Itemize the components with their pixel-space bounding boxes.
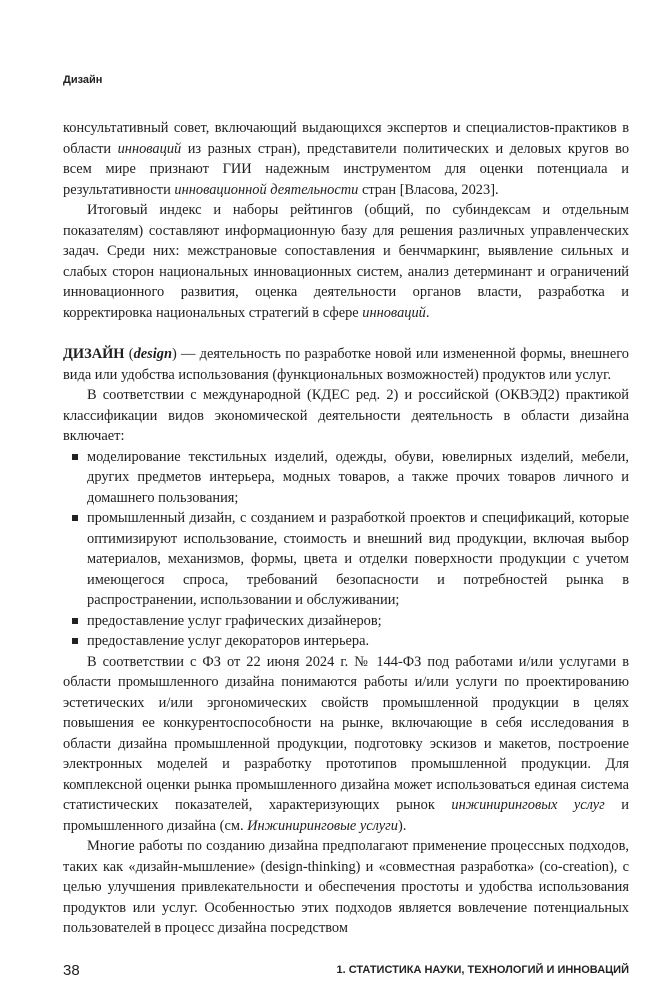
list-item: предоставление услуг декораторов интерьера.: [63, 631, 629, 652]
square-bullet-icon: [72, 618, 78, 624]
paragraph-design-definition: ДИЗАЙН (design) — деятельность по разработке новой или измененной формы, внешнего вида или удобства использования (функциональных возможностей) продуктов или услуг.: [63, 346, 629, 383]
list-item: моделирование текстильных изделий, одежды, обуви, ювелирных изделий, мебели, других предметов интерьера, модных товаров, а также прочих товаров личного и домашнего пользования;: [63, 447, 629, 509]
section-title: 1. СТАТИСТИКА НАУКИ, ТЕХНОЛОГИЙ И ИННОВАЦИЙ: [336, 964, 629, 976]
paragraph-federal-law: В соответствии с ФЗ от 22 июня 2024 г. № 144-ФЗ под работами и/или услугами в области промышленного дизайна понимаются работы и/или услуги по проектированию эстетических и/или эргономических свойств промышленной продукции в целях повышения ее конкурентоспособности на рынке, включающие в себя исследования в области дизайна промышленной продукции, подготовку эскизов и макетов, построение электронных моделей и разработку прототипов промышленной продукции. Для комплексной оценки рынка промышленного дизайна может использоваться единая система статистических показателей, характеризующих рынок инжиниринговых услуг и промышленного дизайна (см. Инжиниринговые услуги).: [63, 653, 629, 834]
list-item: предоставление услуг графических дизайнеров;: [63, 611, 629, 632]
design-activities-list: [63, 447, 629, 652]
list-item: промышленный дизайн, с созданием и разработкой проектов и спецификаций, которые оптимизируют использование, стоимость и внешний вид продукции, включая выбор материалов, механизмов, формы, цвета и отделки поверхности продукции с учетом имеющегося спроса, требований безопасности и потребностей рынка в распространении, использовании и обслуживании;: [63, 508, 629, 611]
term-link: инжиниринговых услуг: [451, 797, 605, 813]
term-link: Инжиниринговые услуги: [247, 817, 398, 834]
page-number: 38: [63, 962, 80, 979]
square-bullet-icon: [72, 638, 78, 644]
main-text: [63, 118, 629, 939]
paragraph-design-thinking: Многие работы по созданию дизайна предполагают применение процессных подходов, таких как «дизайн-мышление» (design-thinking) и «совместная разработка» (co-creation), с целью улучшения привлекательности и обеспечения простоты и удобства использования продуктов или услуг. Особенностью этих подходов является вовлечение потенциальных пользователей в процесс дизайна посредством: [63, 838, 629, 936]
entry-term-english: design: [133, 346, 172, 362]
term-link: инноваций: [117, 140, 182, 157]
paragraph-classification: В соответствии с международной (КДЕС ред. 2) и российской (ОКВЭД2) практикой классификации видов экономической деятельности деятельность в области дизайна включает:: [63, 387, 629, 444]
paragraph-index-summary: Итоговый индекс и наборы рейтингов (общий, по субиндексам и отдельным показателям) составляют информационную базу для решения различных управленческих задач. Среди них: межстрановые сопоставления и бенчмаркинг, выявление сильных и слабых сторон национальных инновационных систем, анализ детерминант и ограничений инновационного развития, оценка деятельности органов власти, разработка и корректировка национальных стратегий в сфере инноваций.: [63, 202, 629, 321]
term-link: инновационной деятельности: [174, 181, 359, 198]
square-bullet-icon: [72, 454, 78, 460]
entry-term: ДИЗАЙН: [63, 346, 125, 362]
running-head: Дизайн: [63, 74, 103, 86]
square-bullet-icon: [72, 515, 78, 521]
paragraph-continuation: консультативный совет, включающий выдающихся экспертов и специалистов-практиков в области инноваций из разных стран), представители политических и деловых кругов во всем мире признают ГИИ надежным инструментом для оценки потенциала и результативности инновационной деятельности стран [Власова, 2023].: [63, 120, 630, 198]
term-link: инноваций: [362, 304, 426, 321]
